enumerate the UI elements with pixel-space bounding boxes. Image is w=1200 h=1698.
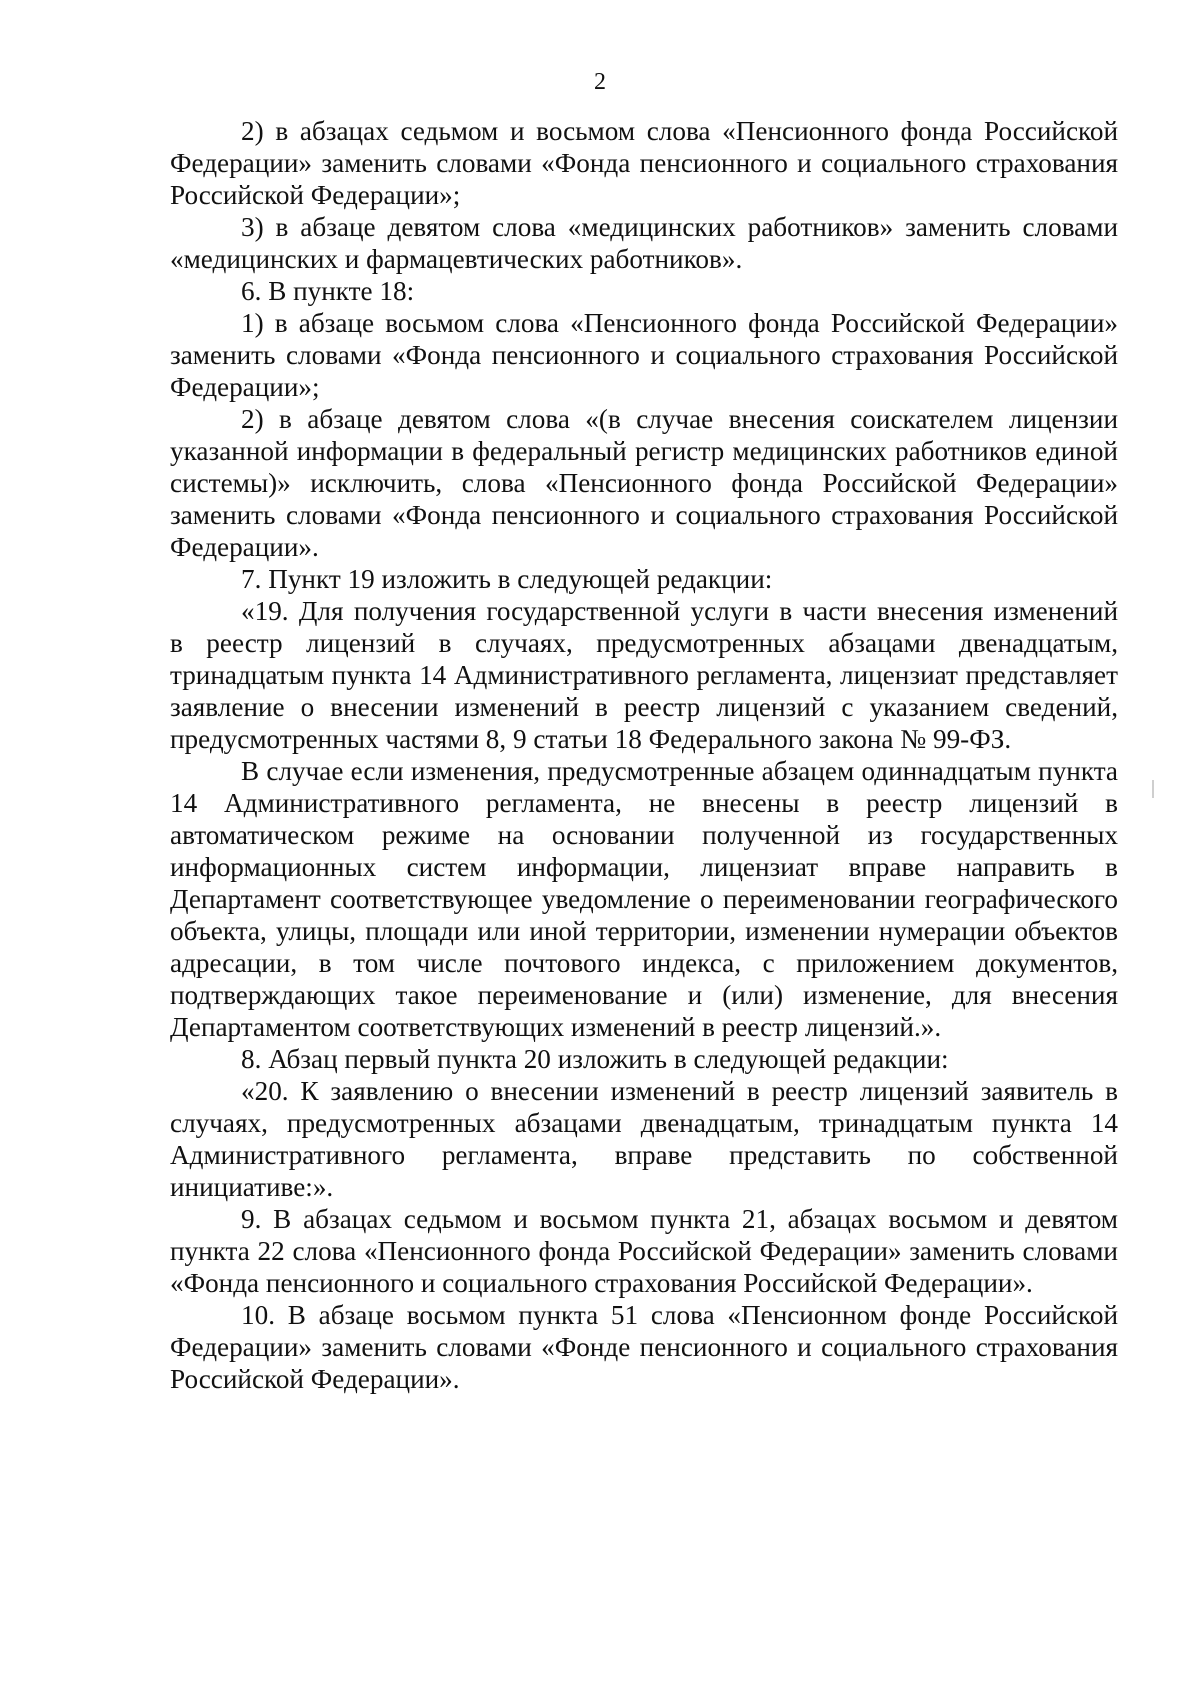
paragraph-6-2: 2) в абзаце девятом слова «(в случае внесения соискателем лицензии указанной информации в федеральный регистр медицинских работников единой системы)» исключить, слова «Пенсионного фонда Российской Федерации» заменить словами «Фонда пенсионного и социального страхования Российской Федерации». — [170, 404, 1118, 562]
paragraph-5-3: 3) в абзаце девятом слова «медицинских работников» заменить словами «медицинских и фармацевтических работников». — [170, 212, 1118, 274]
paragraph-5-2: 2) в абзацах седьмом и восьмом слова «Пенсионного фонда Российской Федерации» заменить словами «Фонда пенсионного и социального страхования Российской Федерации»; — [170, 116, 1118, 210]
page-number: 2 — [594, 69, 606, 95]
paragraph-20-text: «20. К заявлению о внесении изменений в реестр лицензий заявитель в случаях, предусмотренных абзацами двенадцатым, тринадцатым пункта 14 Административного регламента, вправе представить по собственной инициативе:». — [170, 1076, 1118, 1202]
paragraph-19-start: «19. Для получения государственной услуги в части внесения изменений — [241, 596, 1118, 626]
paragraph-7-heading: 7. Пункт 19 изложить в следующей редакции: — [241, 564, 773, 594]
paragraph-6-heading: 6. В пункте 18: — [241, 276, 415, 306]
paragraph-19-second: В случае если изменения, предусмотренные абзацем одиннадцатым пункта 14 Административного регламента, не внесены в реестр лицензий в автоматическом режиме на основании полученной из государственных информационных систем информации, лицензиат вправе направить в Департамент соответствующее уведомление о переименовании географического объекта, улицы, площади или иной территории, изменении нумерации объектов адресации, в том числе почтового индекса, с приложением документов, подтверждающих такое переименование и (или) изменение, для внесения Департаментом соответствующих изменений в реестр лицензий.». — [170, 756, 1118, 1042]
paragraph-8-heading: 8. Абзац первый пункта 20 изложить в следующей редакции: — [241, 1044, 949, 1074]
scan-margin-mark — [1152, 780, 1154, 798]
paragraph-19-continuation: в реестр лицензий в случаях, предусмотренных абзацами двенадцатым, тринадцатым пункта 14 Административного регламента, лицензиат представляет заявление о внесении изменений в реестр лицензий с указанием сведений, предусмотренных частями 8, 9 статьи 18 Федерального закона № 99-ФЗ. — [170, 628, 1118, 754]
paragraph-10: 10. В абзаце восьмом пункта 51 слова «Пенсионном фонде Российской Федерации» заменить словами «Фонде пенсионного и социального страхования Российской Федерации». — [170, 1300, 1118, 1394]
paragraph-6-1: 1) в абзаце восьмом слова «Пенсионного фонда Российской Федерации» заменить словами «Фонда пенсионного и социального страхования Российской Федерации»; — [170, 308, 1118, 402]
paragraph-9: 9. В абзацах седьмом и восьмом пункта 21, абзацах восьмом и девятом пункта 22 слова «Пенсионного фонда Российской Федерации» заменить словами «Фонда пенсионного и социального страхования Российской Федерации». — [170, 1204, 1118, 1298]
document-body — [170, 115, 1118, 1395]
